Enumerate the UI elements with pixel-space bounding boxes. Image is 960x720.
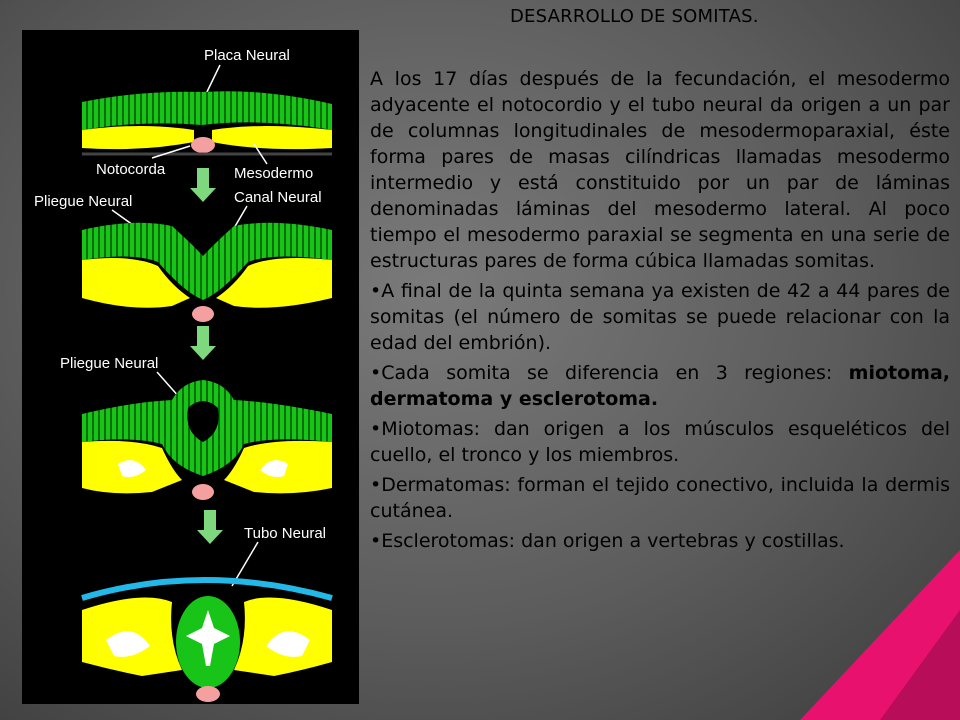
arrow-down-icon [197,510,223,544]
bullet-regions-bold: miotoma, dermatoma y esclerotoma. [370,362,950,410]
notochord-2 [192,306,214,322]
embryo-diagram [22,30,359,704]
label-notocorda: Notocorda [96,161,166,178]
notochord-4 [196,686,220,702]
bullet-regions [370,360,950,412]
stage-1-neural-plate [82,47,332,182]
bullet-miotomas: •Miotomas: dan origen a los músculos esqueléticos del cuello, el tronco y los miembros. [370,418,950,466]
label-placa-neural: Placa Neural [204,47,290,64]
arrow-down-icon [190,168,216,202]
label-tubo-neural: Tubo Neural [244,525,326,542]
mesoderm-layer-1 [82,126,194,149]
slide-body [370,66,950,558]
stage-4-neural-tube [82,525,332,702]
surface-ectoderm [82,580,332,598]
slide-title: DESARROLLO DE SOMITAS. [510,6,759,27]
bullet-esclerotomas: •Esclerotomas: dan origen a vertebras y costillas. [370,530,845,552]
bullet-somite-count: •A final de la quinta semana ya existen de 42 a 44 pares de somitas (el número de somitas se puede relacionar con la edad del embrión). [370,280,950,354]
notochord-3 [192,484,214,500]
label-mesodermo: Mesodermo [234,165,314,182]
bullet-dermatomas: •Dermatomas: forman el tejido conectivo, incluida la dermis cutánea. [370,474,950,522]
arrow-down-icon [190,326,216,360]
stage-3-neural-folds [60,355,332,500]
neural-tube-stages-svg [22,30,359,704]
bullet-regions-text: •Cada somita se diferencia en 3 regiones: [370,362,849,384]
corner-accent [760,520,960,720]
label-pliegue-neural-2: Pliegue Neural [60,355,159,372]
label-pliegue-neural-1: Pliegue Neural [34,193,133,210]
label-canal-neural: Canal Neural [234,189,322,206]
neural-plate [82,91,332,130]
stage-2-neural-groove [34,189,332,322]
notochord-1 [191,137,215,153]
paragraph-intro: A los 17 días después de la fecundación, el mesodermo adyacente el notocordio y el tubo neural da origen a un par de columnas longitudinales de mesodermoparaxial, éste forma pares de masas cilíndricas llamadas mesodermo intermedio y está constituido por un par de láminas denominadas láminas del mesodermo lateral. Al poco tiempo el mesodermo paraxial se segmenta en una serie de estructuras pares de forma cúbica llamadas somitas. [370,68,950,272]
